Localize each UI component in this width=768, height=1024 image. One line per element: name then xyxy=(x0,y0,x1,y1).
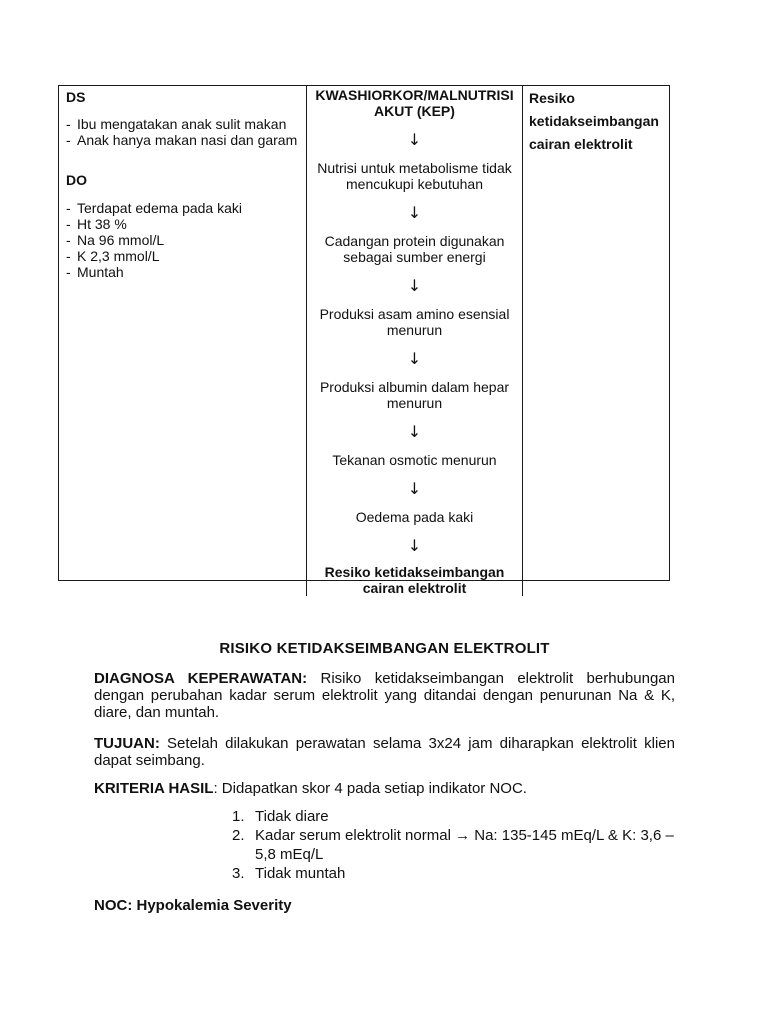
kriteria-list xyxy=(232,807,677,883)
list-item: - Na 96 mmol/L xyxy=(66,232,165,248)
flow-step: Tekanan osmotic menurun xyxy=(332,452,497,468)
list-item: - Ht 38 % xyxy=(66,216,127,232)
down-arrow-icon: ↓ xyxy=(407,276,422,295)
list-item: 1. Tidak diare xyxy=(232,808,329,825)
down-arrow-icon: ↓ xyxy=(407,479,422,498)
diagnosis-line: cairan elektrolit xyxy=(529,136,633,152)
diagnosis-line: Resiko xyxy=(529,90,575,106)
tujuan-paragraph xyxy=(94,735,675,769)
noc-title: NOC: Hypokalemia Severity xyxy=(94,897,292,914)
flow-step: Nutrisi untuk metabolisme tidak mencukupi kebutuhan xyxy=(317,160,512,192)
assessment-table xyxy=(58,85,670,596)
down-arrow-icon: ↓ xyxy=(407,130,422,149)
list-item: - Anak hanya makan nasi dan garam xyxy=(66,132,298,148)
flow-title: KWASHIORKOR/MALNUTRISI AKUT (KEP) xyxy=(315,87,514,119)
list-item: - Muntah xyxy=(66,264,124,280)
diagnosa-text: Risiko ketidakseimbangan elektrolit berhubungan dengan perubahan kadar serum elektrolit yang ditandai dengan penurunan Na & K, diare, dan muntah. xyxy=(94,670,675,721)
section-heading: RISIKO KETIDAKSEIMBANGAN ELEKTROLIT xyxy=(219,640,550,657)
diagnosa-paragraph xyxy=(94,670,675,721)
flow-step: Cadangan protein digunakan sebagai sumber energi xyxy=(324,233,505,265)
down-arrow-icon: ↓ xyxy=(407,536,422,555)
flow-step: Produksi asam amino esensial menurun xyxy=(319,306,510,338)
down-arrow-icon: ↓ xyxy=(407,422,422,441)
flow-step: Produksi albumin dalam hepar menurun xyxy=(319,379,510,411)
list-item: - Ibu mengatakan anak sulit makan xyxy=(66,116,287,132)
list-item: - K 2,3 mmol/L xyxy=(66,248,160,264)
ds-list xyxy=(66,116,306,148)
flow-step: Oedema pada kaki xyxy=(355,509,474,525)
list-item: 2. Kadar serum elektrolit normal → Na: 135-145 mEq/L & K: 3,6 – 5,8 mEq/L xyxy=(232,827,674,863)
kriteria-label: KRITERIA HASIL xyxy=(94,780,214,797)
flow-result: Resiko ketidakseimbangan cairan elektrolit xyxy=(324,564,505,596)
list-item: - Terdapat edema pada kaki xyxy=(66,200,242,216)
kriteria-paragraph xyxy=(94,780,675,797)
down-arrow-icon: ↓ xyxy=(407,203,422,222)
do-title: DO xyxy=(66,172,87,188)
data-column xyxy=(59,86,306,596)
ds-title: DS xyxy=(66,89,86,105)
kriteria-text: : Didapatkan skor 4 pada setiap indikator NOC. xyxy=(213,780,527,797)
tujuan-text: Setelah dilakukan perawatan selama 3x24 jam diharapkan elektrolit klien dapat seimbang. xyxy=(94,735,675,769)
diagnosis-column xyxy=(522,86,669,596)
list-item: 3. Tidak muntah xyxy=(232,865,346,882)
pathway-column xyxy=(306,86,522,596)
tujuan-label: TUJUAN: xyxy=(94,735,160,752)
diagnosa-label: DIAGNOSA KEPERAWATAN: xyxy=(94,670,308,687)
do-list xyxy=(66,200,306,280)
diagnosis-line: ketidakseimbangan xyxy=(529,113,659,129)
down-arrow-icon: ↓ xyxy=(407,349,422,368)
